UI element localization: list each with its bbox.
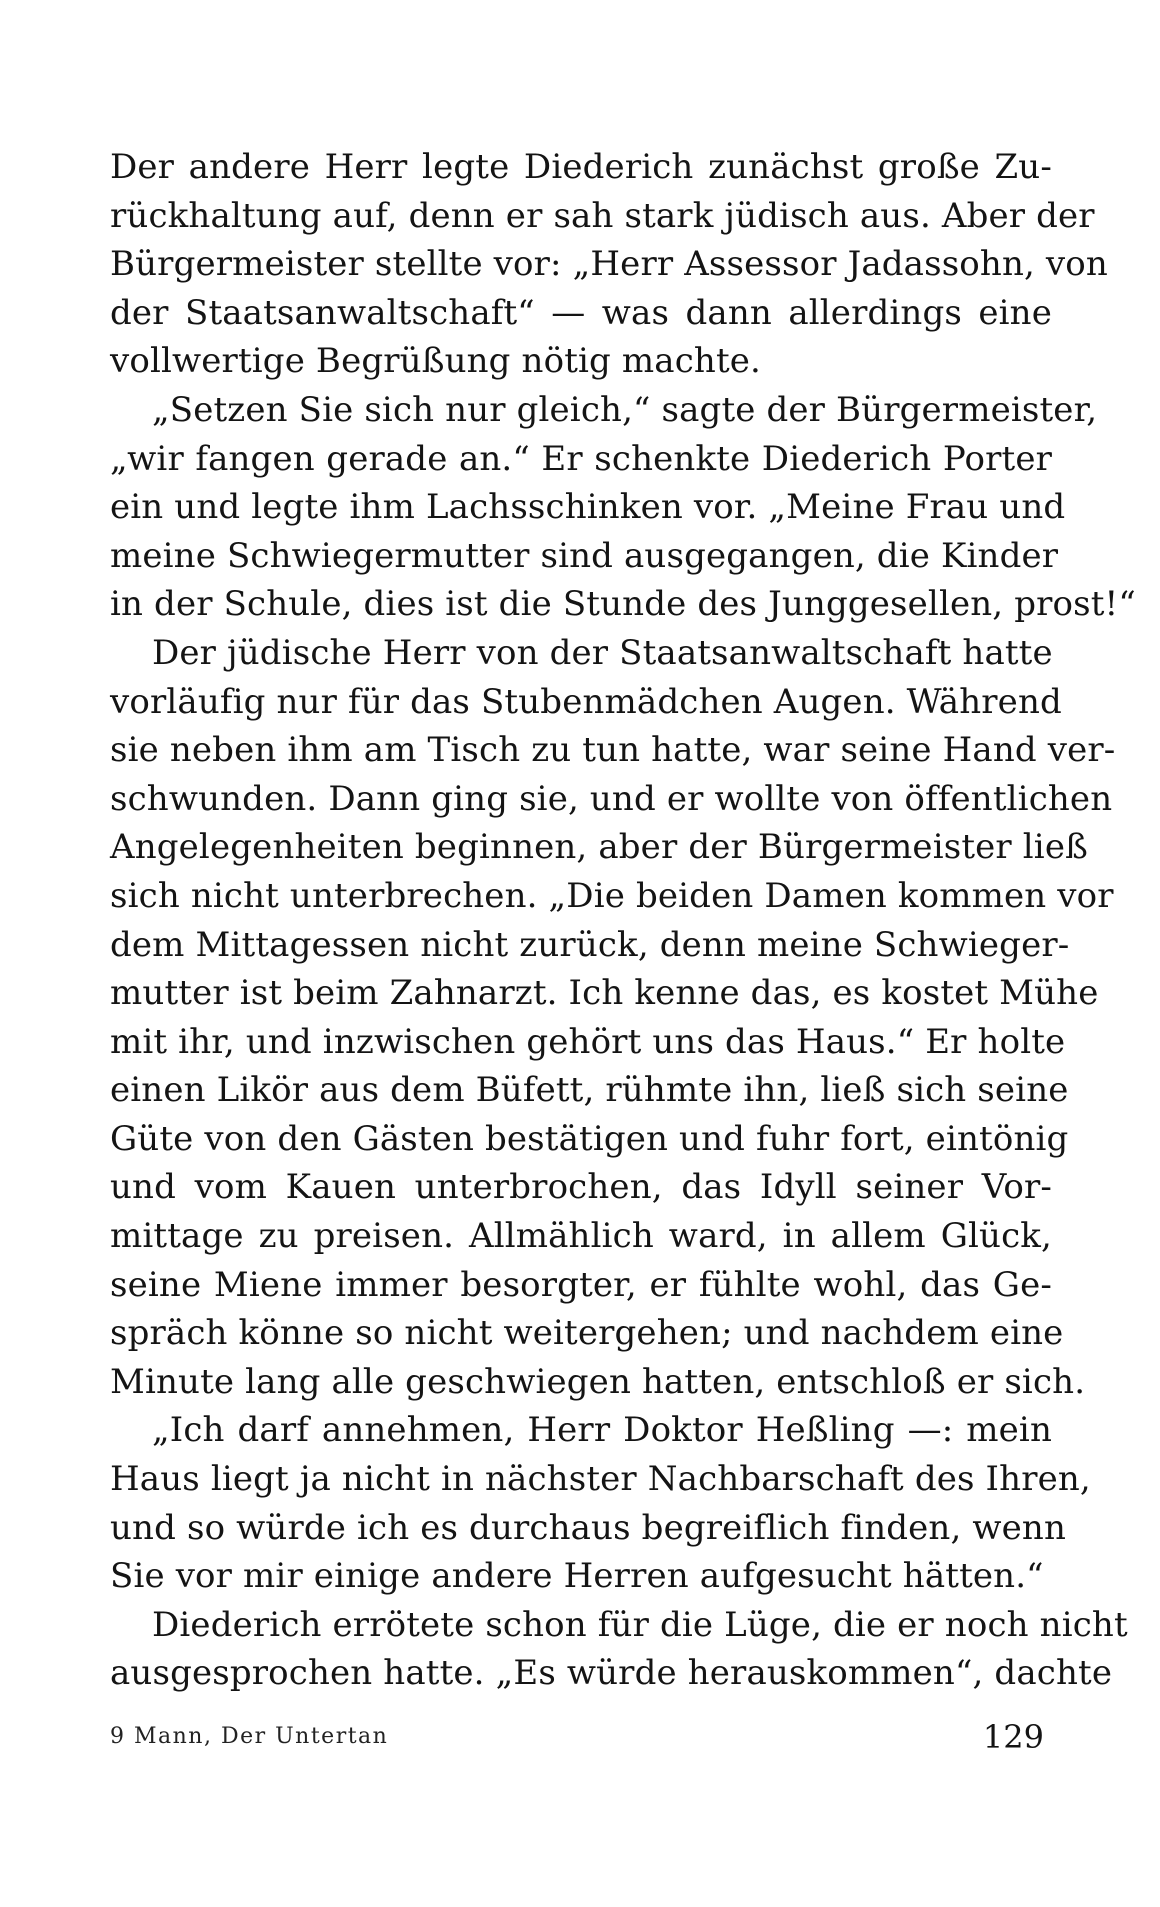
text-line: der Staatsanwaltschaft“ — was dann allerdings eine [110, 292, 1052, 333]
text-line: in der Schule, dies ist die Stunde des Junggesellen, prost!“ [110, 584, 1136, 625]
text-line: schwunden. Dann ging sie, und er wollte von öffentlichen [110, 778, 1113, 819]
text-line: Bürgermeister stellte vor: „Herr Assessor Jadassohn, von [110, 244, 1108, 285]
page-footer [110, 1715, 1052, 1759]
text-line: Güte von den Gästen bestätigen und fuhr fort, eintönig [110, 1118, 1069, 1159]
text-line: mutter ist beim Zahnarzt. Ich kenne das, es kostet Mühe [110, 973, 1099, 1014]
text-line: Angelegenheiten beginnen, aber der Bürgermeister ließ [110, 827, 1088, 868]
text-line: mittage zu preisen. Allmählich ward, in allem Glück, [110, 1216, 1052, 1257]
text-line: Der andere Herr legte Diederich zunächst große Zu- [110, 147, 1052, 187]
text-line: rückhaltung auf, denn er sah stark jüdisch aus. Aber der [110, 195, 1095, 236]
text-line: und vom Kauen unterbrochen, das Idyll seiner Vor- [110, 1167, 1052, 1208]
text-line: Diederich errötete schon für die Lüge, die er noch nicht [152, 1604, 1128, 1645]
text-line: spräch könne so nicht weitergehen; und nachdem eine [110, 1313, 1064, 1354]
text-line: vorläufig nur für das Stubenmädchen Augen. Während [110, 681, 1062, 722]
text-line: „Ich darf annehmen, Herr Doktor Heßling —: mein [152, 1410, 1052, 1451]
text-line: ausgesprochen hatte. „Es würde herauskommen“, dachte [110, 1653, 1113, 1694]
text-line: und so würde ich es durchaus begreiflich finden, wenn [110, 1507, 1067, 1548]
text-line: Der jüdische Herr von der Staatsanwaltschaft hatte [152, 632, 1053, 673]
text-line: Haus liegt ja nicht in nächster Nachbarschaft des Ihren, [110, 1459, 1091, 1500]
printer-signature: 9 Mann, Der Untertan [110, 1724, 389, 1749]
page-number: 129 [982, 1718, 1044, 1756]
text-line: dem Mittagessen nicht zurück, denn meine Schwieger- [110, 924, 1070, 965]
text-line: „wir fangen gerade an.“ Er schenkte Diederich Porter [110, 438, 1052, 479]
text-line: einen Likör aus dem Büfett, rühmte ihn, ließ sich seine [110, 1070, 1069, 1111]
text-line: sich nicht unterbrechen. „Die beiden Damen kommen vor [110, 875, 1114, 916]
text-line: vollwertige Begrüßung nötig machte. [110, 341, 762, 382]
text-line: Minute lang alle geschwiegen hatten, entschloß er sich. [110, 1361, 1086, 1402]
text-line: meine Schwiegermutter sind ausgegangen, die Kinder [110, 535, 1059, 576]
text-line: „Setzen Sie sich nur gleich,“ sagte der Bürgermeister, [152, 389, 1098, 430]
text-line: mit ihr, und inzwischen gehört uns das Haus.“ Er holte [110, 1021, 1066, 1062]
text-line: Sie vor mir einige andere Herren aufgesucht hätten.“ [110, 1556, 1044, 1597]
text-line: ein und legte ihm Lachsschinken vor. „Meine Frau und [110, 487, 1066, 528]
body-text [110, 143, 1136, 1698]
text-line: sie neben ihm am Tisch zu tun hatte, war seine Hand ver- [110, 730, 1116, 771]
text-line: seine Miene immer besorgter, er fühlte wohl, das Ge- [110, 1264, 1052, 1305]
